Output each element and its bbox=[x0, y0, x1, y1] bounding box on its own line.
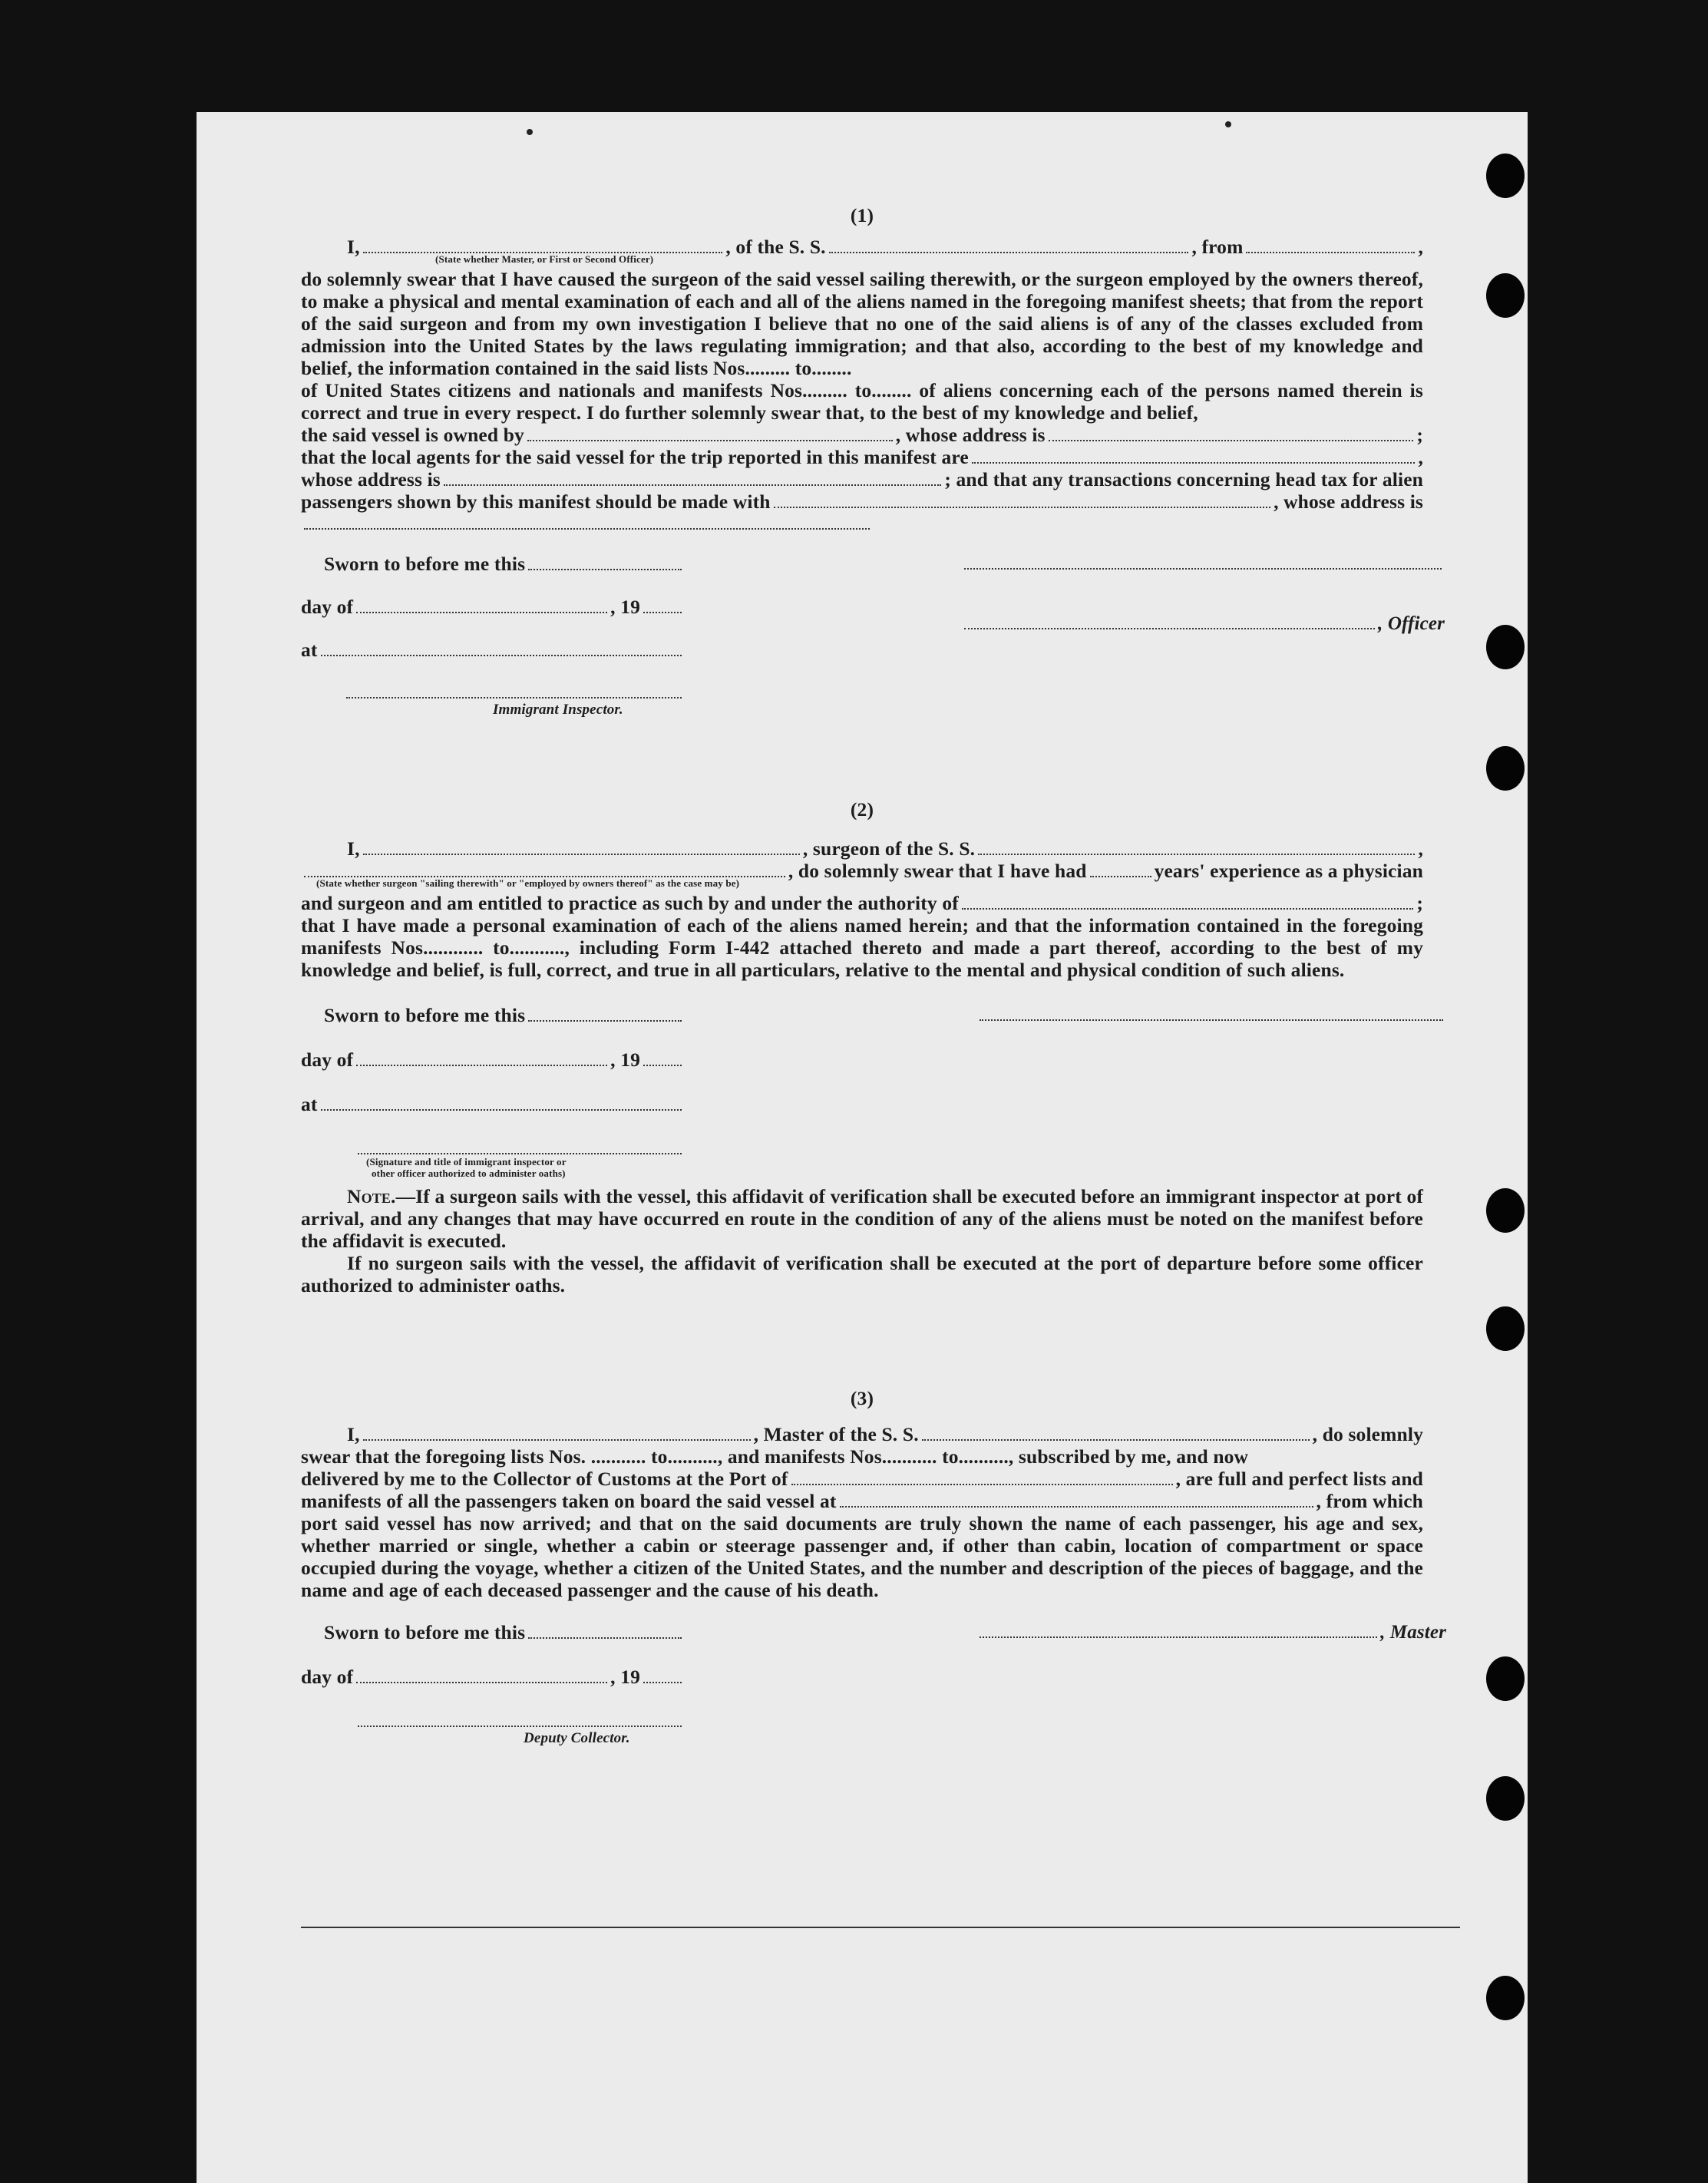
oath-body-1: do solemnly swear that I have caused the surgeon of the said vessel sailing therewith, or the surgeon employed by the owners thereof, to make a physical and mental examination of each and all of the aliens named in the foregoing manifest sheets; that from the report of the said surgeon and from my own investigation I believe that no one of the said aliens is of any of the classes excluded from admission into the United States by the laws regulating immigration; and that also, according to the best of my knowledge and belief, the information contained in the said lists Nos......... to........ bbox=[301, 268, 1423, 379]
oath-intro: I, bbox=[347, 236, 360, 258]
surgeon-body: that I have made a personal examination of each of the aliens named herein; and that the information contained in the foregoing manifests Nos............ to..........., including Form I-442 attached thereto and made a part thereof, according to the best of my knowledge and belief, is full, correct, and true in all particulars, relative to the mental and physical condition of such aliens. bbox=[301, 914, 1423, 981]
master-vessel-blank[interactable] bbox=[922, 1424, 1310, 1441]
place-blank[interactable] bbox=[321, 639, 682, 656]
collector-signature-blank[interactable] bbox=[358, 1710, 682, 1727]
master-of-label: , Master of the S. S. bbox=[753, 1423, 919, 1445]
punch-hole bbox=[1486, 1776, 1525, 1821]
of-ss-label: , of the S. S. bbox=[725, 236, 826, 258]
authority-blank[interactable] bbox=[962, 893, 1413, 910]
form-page bbox=[197, 112, 1528, 2183]
sworn-line bbox=[301, 1621, 685, 1643]
inspector-label: Immigrant Inspector. bbox=[493, 702, 623, 718]
master-sign-block bbox=[976, 1621, 1446, 1643]
bottom-rule bbox=[301, 1927, 1460, 1928]
form-content bbox=[301, 204, 1446, 1752]
section-3 bbox=[301, 1387, 1446, 1752]
section-number: (1) bbox=[850, 204, 874, 226]
owned-by-label: the said vessel is owned by bbox=[301, 424, 524, 446]
section-number: (3) bbox=[850, 1387, 874, 1409]
whose-address-end-label: , whose address is bbox=[1274, 490, 1423, 513]
at-line bbox=[301, 639, 685, 661]
surgeon-sign-line bbox=[976, 1004, 1446, 1021]
at-label: at bbox=[301, 1093, 318, 1115]
vessel-name-blank[interactable] bbox=[829, 236, 1189, 253]
sworn-day-blank[interactable] bbox=[528, 1005, 682, 1022]
ink-speck bbox=[527, 129, 533, 135]
whose-address-is-label: whose address is bbox=[301, 468, 441, 490]
punch-hole bbox=[1486, 1976, 1525, 2020]
surgeon-signature-blank[interactable] bbox=[980, 1004, 1443, 1021]
inspector-sign-line bbox=[301, 682, 685, 698]
officer-label: , Officer bbox=[1378, 613, 1445, 634]
sworn-left bbox=[301, 553, 685, 721]
sworn-left bbox=[301, 1621, 685, 1749]
year-prefix: , 19 bbox=[610, 1666, 640, 1688]
year-prefix: , 19 bbox=[610, 1049, 640, 1071]
day-line bbox=[301, 1666, 685, 1688]
at-label: at bbox=[301, 639, 318, 661]
note-text-1: —If a surgeon sails with the vessel, this affidavit of verification shall be executed before an immigrant inspector at port of arrival, and any changes that may have occurred en route in the condition of any of the aliens must be noted on the manifest before the affidavit is executed. bbox=[301, 1185, 1423, 1252]
local-agents-label: that the local agents for the said vessel for the trip reported in this manifest are bbox=[301, 446, 969, 468]
punch-hole bbox=[1486, 273, 1525, 318]
final-address-line bbox=[301, 513, 873, 530]
lists-line: swear that the foregoing lists Nos. ........... to.........., and manifests Nos........... to.........., subscribed by me, and now bbox=[301, 1445, 1249, 1468]
officer-sign-line-2 bbox=[961, 613, 1445, 635]
officer-signature-blank[interactable] bbox=[964, 553, 1442, 570]
agents-blank[interactable] bbox=[972, 447, 1416, 464]
official-signature-blank[interactable] bbox=[358, 1138, 682, 1154]
agents-line: that the local agents for the said vessel for the trip reported in this manifest are , bbox=[301, 446, 1423, 468]
agent-address-blank[interactable] bbox=[444, 469, 941, 486]
punch-hole bbox=[1486, 1306, 1525, 1351]
signature-note-2: other officer authorized to administer oaths) bbox=[372, 1167, 566, 1179]
surgeon-oath-line: I, , surgeon of the S. S. , bbox=[347, 837, 1423, 860]
year-blank[interactable] bbox=[643, 596, 682, 613]
day-of-label: day of bbox=[301, 596, 354, 618]
day-line bbox=[301, 596, 685, 618]
authority-label: and surgeon and am entitled to practice as such by and under the authority of bbox=[301, 892, 959, 914]
master-body: port said vessel has now arrived; and that on the said documents are truly shown the name of each passenger, his age and sex, whether married or single, whether a cabin or steerage passenger and, if other than cabin, location of compartment or space occupied during the voyage, whether a citizen of the United States, and the number and description of the pieces of baggage, and the name and age of each deceased passenger and the cause of his death. bbox=[301, 1512, 1423, 1601]
officer-name-blank[interactable] bbox=[363, 236, 723, 253]
collector-sign-line bbox=[301, 1710, 685, 1727]
punch-hole bbox=[1486, 154, 1525, 198]
sworn-label: Sworn to before me this bbox=[324, 1621, 526, 1643]
full-lists-label: , are full and perfect lists and bbox=[1175, 1468, 1423, 1490]
sworn-day-blank[interactable] bbox=[528, 1622, 682, 1639]
collector-label: Deputy Collector. bbox=[524, 1730, 630, 1746]
sworn-block-2 bbox=[301, 1004, 1423, 1188]
from-which-label: , from which bbox=[1316, 1490, 1423, 1512]
owner-address-blank[interactable] bbox=[1049, 424, 1414, 441]
punch-hole bbox=[1486, 625, 1525, 669]
collector-port-label: delivered by me to the Collector of Customs at the Port of bbox=[301, 1468, 788, 1490]
surgeon-vessel-blank[interactable] bbox=[978, 838, 1415, 855]
oath-intro: I, bbox=[347, 1423, 360, 1445]
punch-hole bbox=[1486, 1188, 1525, 1233]
boarding-line bbox=[301, 1490, 1423, 1512]
oath-intro: I, bbox=[347, 837, 360, 860]
sworn-line bbox=[301, 1004, 685, 1026]
day-of-label: day of bbox=[301, 1049, 354, 1071]
collector-port-blank[interactable] bbox=[791, 1468, 1173, 1485]
sworn-left bbox=[301, 1004, 685, 1179]
section-1 bbox=[301, 204, 1445, 718]
section-number: (2) bbox=[850, 798, 874, 821]
surgeon-status-blank[interactable] bbox=[304, 860, 785, 877]
sworn-label: Sworn to before me this bbox=[324, 1004, 526, 1026]
signature-note-1: (Signature and title of immigrant inspector or bbox=[366, 1156, 567, 1167]
day-of-label: day of bbox=[301, 1666, 354, 1688]
years-exp-label: years' experience as a physician bbox=[1154, 860, 1423, 882]
sworn-label: Sworn to before me this bbox=[324, 553, 526, 575]
head-tax-line bbox=[301, 490, 1423, 513]
sworn-block-3 bbox=[301, 1621, 1446, 1752]
port-from-blank[interactable] bbox=[1246, 236, 1415, 253]
note-paragraph-1 bbox=[301, 1185, 1423, 1252]
whose-address-label: , whose address is bbox=[895, 424, 1046, 446]
boarding-label: manifests of all the passengers taken on board the said vessel at bbox=[301, 1490, 837, 1512]
officer-block bbox=[961, 553, 1445, 635]
head-tax-party-blank[interactable] bbox=[774, 491, 1271, 508]
month-blank[interactable] bbox=[356, 1666, 607, 1683]
do-solemnly-label: , do solemnly bbox=[1312, 1423, 1424, 1445]
year-blank[interactable] bbox=[643, 1049, 682, 1066]
boarding-port-blank[interactable] bbox=[840, 1491, 1313, 1508]
sworn-block-1 bbox=[301, 553, 1445, 718]
master-name-blank[interactable] bbox=[363, 1424, 751, 1441]
year-prefix: , 19 bbox=[610, 596, 640, 618]
at-line bbox=[301, 1093, 685, 1115]
surgeon-of-label: , surgeon of the S. S. bbox=[802, 837, 976, 860]
owner-blank[interactable] bbox=[527, 424, 893, 441]
official-sign-line bbox=[301, 1138, 685, 1154]
month-blank[interactable] bbox=[356, 596, 607, 613]
surgeon-sign-block bbox=[976, 1004, 1446, 1021]
collector-port-line bbox=[301, 1468, 1423, 1490]
master-signature-blank[interactable] bbox=[980, 1621, 1377, 1638]
surgeon-name-blank[interactable] bbox=[363, 838, 800, 855]
owner-line: the said vessel is owned by , whose address is ; bbox=[301, 424, 1423, 446]
from-label: , from bbox=[1191, 236, 1244, 258]
officer-sign-line-1 bbox=[961, 553, 1445, 570]
day-line bbox=[301, 1049, 685, 1071]
oath-line: I, , of the S. S. , from , bbox=[347, 236, 1423, 258]
ink-speck bbox=[1225, 121, 1231, 127]
month-blank[interactable] bbox=[356, 1049, 607, 1066]
master-sign-line bbox=[976, 1621, 1446, 1643]
authority-line: and surgeon and am entitled to practice as such by and under the authority of ; bbox=[301, 892, 1423, 914]
year-blank[interactable] bbox=[643, 1666, 682, 1683]
sworn-day-blank[interactable] bbox=[528, 553, 682, 570]
master-note: (State whether Master, or First or Second Officer) bbox=[435, 253, 654, 265]
punch-hole bbox=[1486, 746, 1525, 791]
place-blank[interactable] bbox=[321, 1094, 682, 1111]
oath-body-2: of United States citizens and nationals and manifests Nos......... to........ of aliens concerning each of the persons named therein is correct and true in every respect. I do further solemnly swear that, to the best of my knowledge and belief, bbox=[301, 379, 1423, 424]
agent-address-line bbox=[301, 468, 1423, 490]
sworn-line bbox=[301, 553, 685, 575]
note-label: Note. bbox=[347, 1185, 396, 1207]
final-address-blank[interactable] bbox=[304, 513, 870, 530]
master-label: , Master bbox=[1380, 1622, 1446, 1643]
passengers-label: passengers shown by this manifest should be made with bbox=[301, 490, 771, 513]
years-blank[interactable] bbox=[1090, 860, 1151, 877]
punch-hole bbox=[1486, 1656, 1525, 1701]
head-tax-label: ; and that any transactions concerning head tax for alien bbox=[944, 468, 1423, 490]
master-oath-line bbox=[301, 1423, 1423, 1445]
do-swear-label: , do solemnly swear that I have had bbox=[788, 860, 1087, 882]
officer-title-blank[interactable] bbox=[964, 613, 1375, 629]
section-2 bbox=[301, 798, 1423, 1296]
note-paragraph-2: If no surgeon sails with the vessel, the affidavit of verification shall be executed at the port of departure before some officer authorized to administer oaths. bbox=[301, 1252, 1423, 1296]
surgeon-note: (State whether surgeon "sailing therewith" or "employed by owners thereof" as the case may be) bbox=[316, 877, 740, 889]
inspector-signature-blank[interactable] bbox=[346, 682, 682, 698]
